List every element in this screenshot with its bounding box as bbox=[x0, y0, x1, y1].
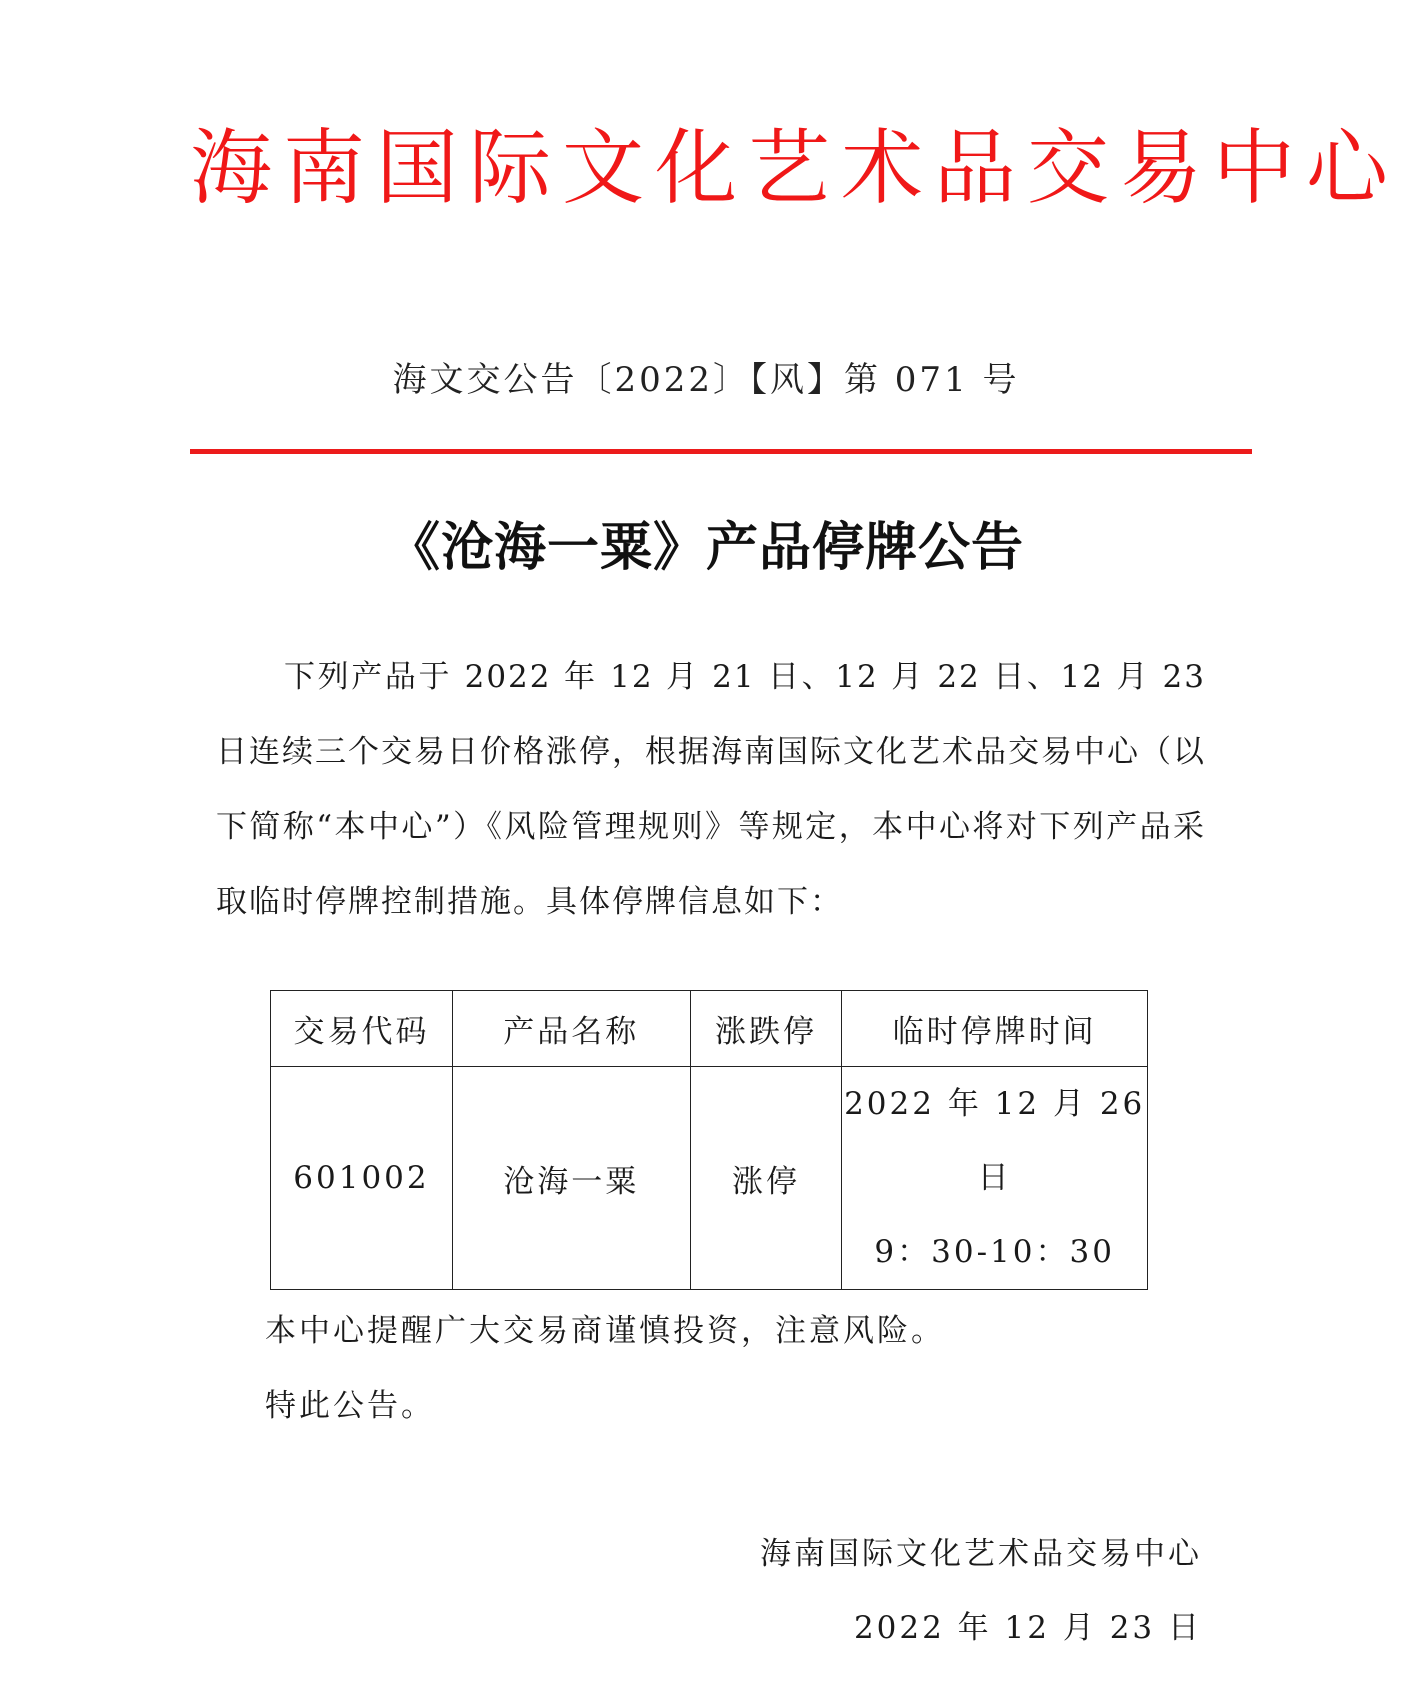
body-paragraph: 下列产品于 2022 年 12 月 21 日、12 月 22 日、12 月 23 日连续三个交易日价格涨停，根据海南国际文化艺术品交易中心（以下简称“本中心”）《风险管理规则》等规定，本中心将对下列产品采取临时停牌控制措施。具体停牌信息如下： bbox=[216, 659, 1206, 920]
suspension-hours: 9：30-10：30 bbox=[874, 1234, 1115, 1270]
issue-date: 2022 年 12 月 23 日 bbox=[853, 1610, 1202, 1646]
header-divider bbox=[190, 449, 1252, 454]
document-title: 《沧海一粟》产品停牌公告 bbox=[387, 518, 1024, 578]
header-product-name: 产品名称 bbox=[452, 991, 690, 1067]
header-suspension-time: 临时停牌时间 bbox=[842, 991, 1148, 1067]
cell-product-name: 沧海一粟 bbox=[452, 1067, 690, 1290]
risk-reminder: 本中心提醒广大交易商谨慎投资，注意风险。 bbox=[265, 1313, 945, 1349]
suspension-info-table bbox=[270, 990, 1148, 1290]
cell-trade-code: 601002 bbox=[271, 1067, 453, 1290]
table-header-row bbox=[271, 991, 1148, 1067]
header-limit-status: 涨跌停 bbox=[690, 991, 842, 1067]
cell-limit-status: 涨停 bbox=[690, 1067, 842, 1290]
document-number: 海文交公告〔2022〕【风】第 071 号 bbox=[392, 360, 1020, 400]
suspension-date: 2022 年 12 月 26 日 bbox=[844, 1086, 1146, 1196]
issuer-signature: 海南国际文化艺术品交易中心 bbox=[760, 1536, 1202, 1572]
closing-statement: 特此公告。 bbox=[265, 1388, 435, 1424]
header-trade-code: 交易代码 bbox=[271, 991, 453, 1067]
table-row bbox=[271, 1067, 1148, 1290]
organization-header: 海南国际文化艺术品交易中心 bbox=[190, 121, 1400, 216]
cell-suspension-time bbox=[842, 1067, 1148, 1290]
